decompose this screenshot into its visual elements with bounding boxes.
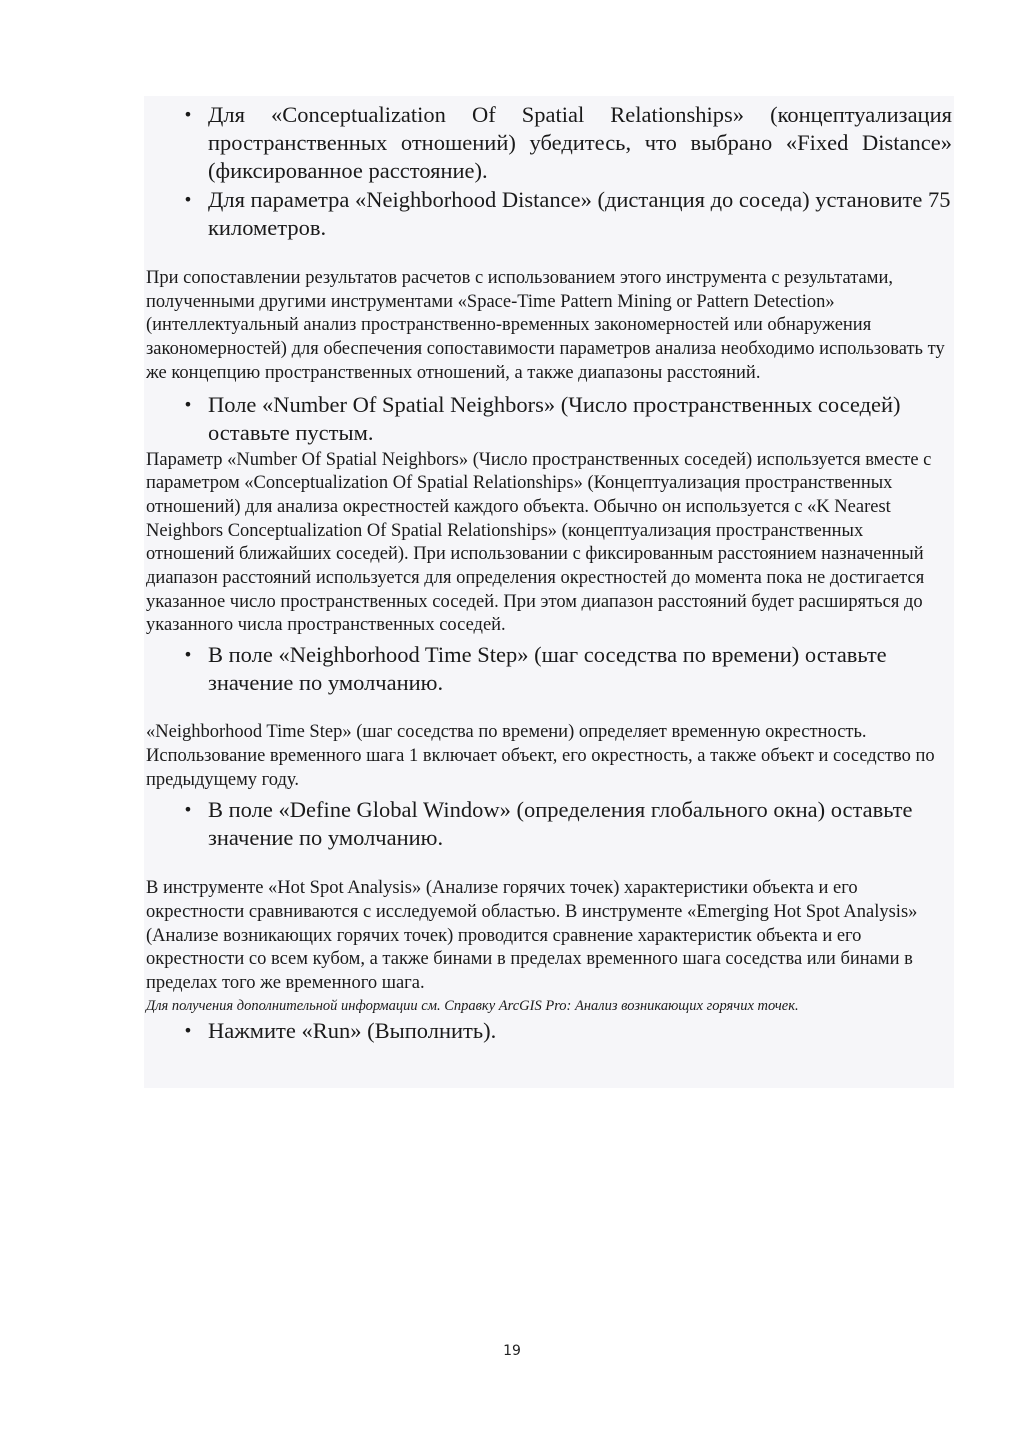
bullet-dot-icon: • xyxy=(183,800,193,820)
bullet-text: В поле «Neighborhood Time Step» (шаг соседства по времени) оставьте значение по умолчанию. xyxy=(208,642,887,696)
bullet-run xyxy=(146,1017,952,1045)
bullet-dot-icon: • xyxy=(183,645,193,665)
paragraph-time-step: «Neighborhood Time Step» (шаг соседства по времени) определяет временную окрестность. Использование временного шага 1 включает объект, его окрестность, а также объект и соседство по предыдущему году. xyxy=(146,722,935,790)
bullet-number-of-neighbors xyxy=(146,391,952,447)
paragraph-number-of-neighbors: Параметр «Number Of Spatial Neighbors» (Число пространственных соседей) используется вместе с параметром «Conceptualization Of Spatial Relationships» (Концептуализация пространственных отношений) для анализа окрестностей каждого объекта. Обычно он используется с «K Nearest Neighbors Conceptualization Of Spatial Relationships» (концептуализация пространственных отношений ближайших соседей). При использовании с фиксированным расстоянием назначенный диапазон расстояний используется для определения окрестностей до момента пока не достигается указанное число пространственных соседей. При этом диапазон расстояний будет расширяться до указанного числа пространственных соседей. xyxy=(146,449,932,636)
bullet-text: Для параметра «Neighborhood Distance» (дистанция до соседа) установите 75 километров. xyxy=(208,187,951,240)
bullet-global-window xyxy=(146,796,952,852)
page-number: 19 xyxy=(503,1343,521,1359)
bullet-dot-icon: • xyxy=(183,105,193,124)
bullet-dot-icon: • xyxy=(183,1020,193,1040)
bullet-spatial-relationships xyxy=(146,101,952,185)
document-body xyxy=(146,98,952,1045)
bullet-text: Поле «Number Of Spatial Neighbors» (Число пространственных соседей) оставьте пустым. xyxy=(208,391,901,445)
bullet-text: В поле «Define Global Window» (определения глобального окна) оставьте значение по умолчанию. xyxy=(208,797,913,851)
paragraph-comparison: При сопоставлении результатов расчетов с использованием этого инструмента с результатами, полученными другими инструментами «Space-Time Pattern Mining or Pattern Detection» (интеллектуальный анализ пространственно-временных закономерностей или обнаружения закономерностей) для обеспечения сопоставимости параметров анализа необходимо использовать ту же концепцию пространственных отношений, а также диапазоны расстояний. xyxy=(146,268,945,383)
bullet-text: Для «Conceptualization Of Spatial Relationships» (концептуализация пространственных отношений) убедитесь, что выбрано «Fixed Distance» (фиксированное расстояние). xyxy=(208,102,952,183)
bullet-text: Нажмите «Run» (Выполнить). xyxy=(208,1017,497,1043)
bullet-dot-icon: • xyxy=(183,190,193,209)
bullet-neighborhood-distance xyxy=(146,186,952,242)
paragraph-hot-spot-analysis: В инструменте «Hot Spot Analysis» (Анализе горячих точек) характеристики объекта и его окрестности сравниваются с исследуемой областью. В инструменте «Emerging Hot Spot Analysis» (Анализе возникающих горячих точек) проводится сравнение характеристик объекта и его окрестности со всем кубом, а также бинами в пределах временного шага соседства или бинами в пределах того же временного шага. xyxy=(146,878,918,994)
bullet-dot-icon: • xyxy=(183,394,193,414)
note-arcgis-help: Для получения дополнительной информации см. Справку ArcGIS Pro: Анализ возникающих горячих точек. xyxy=(146,997,799,1014)
bullet-time-step xyxy=(146,641,952,697)
